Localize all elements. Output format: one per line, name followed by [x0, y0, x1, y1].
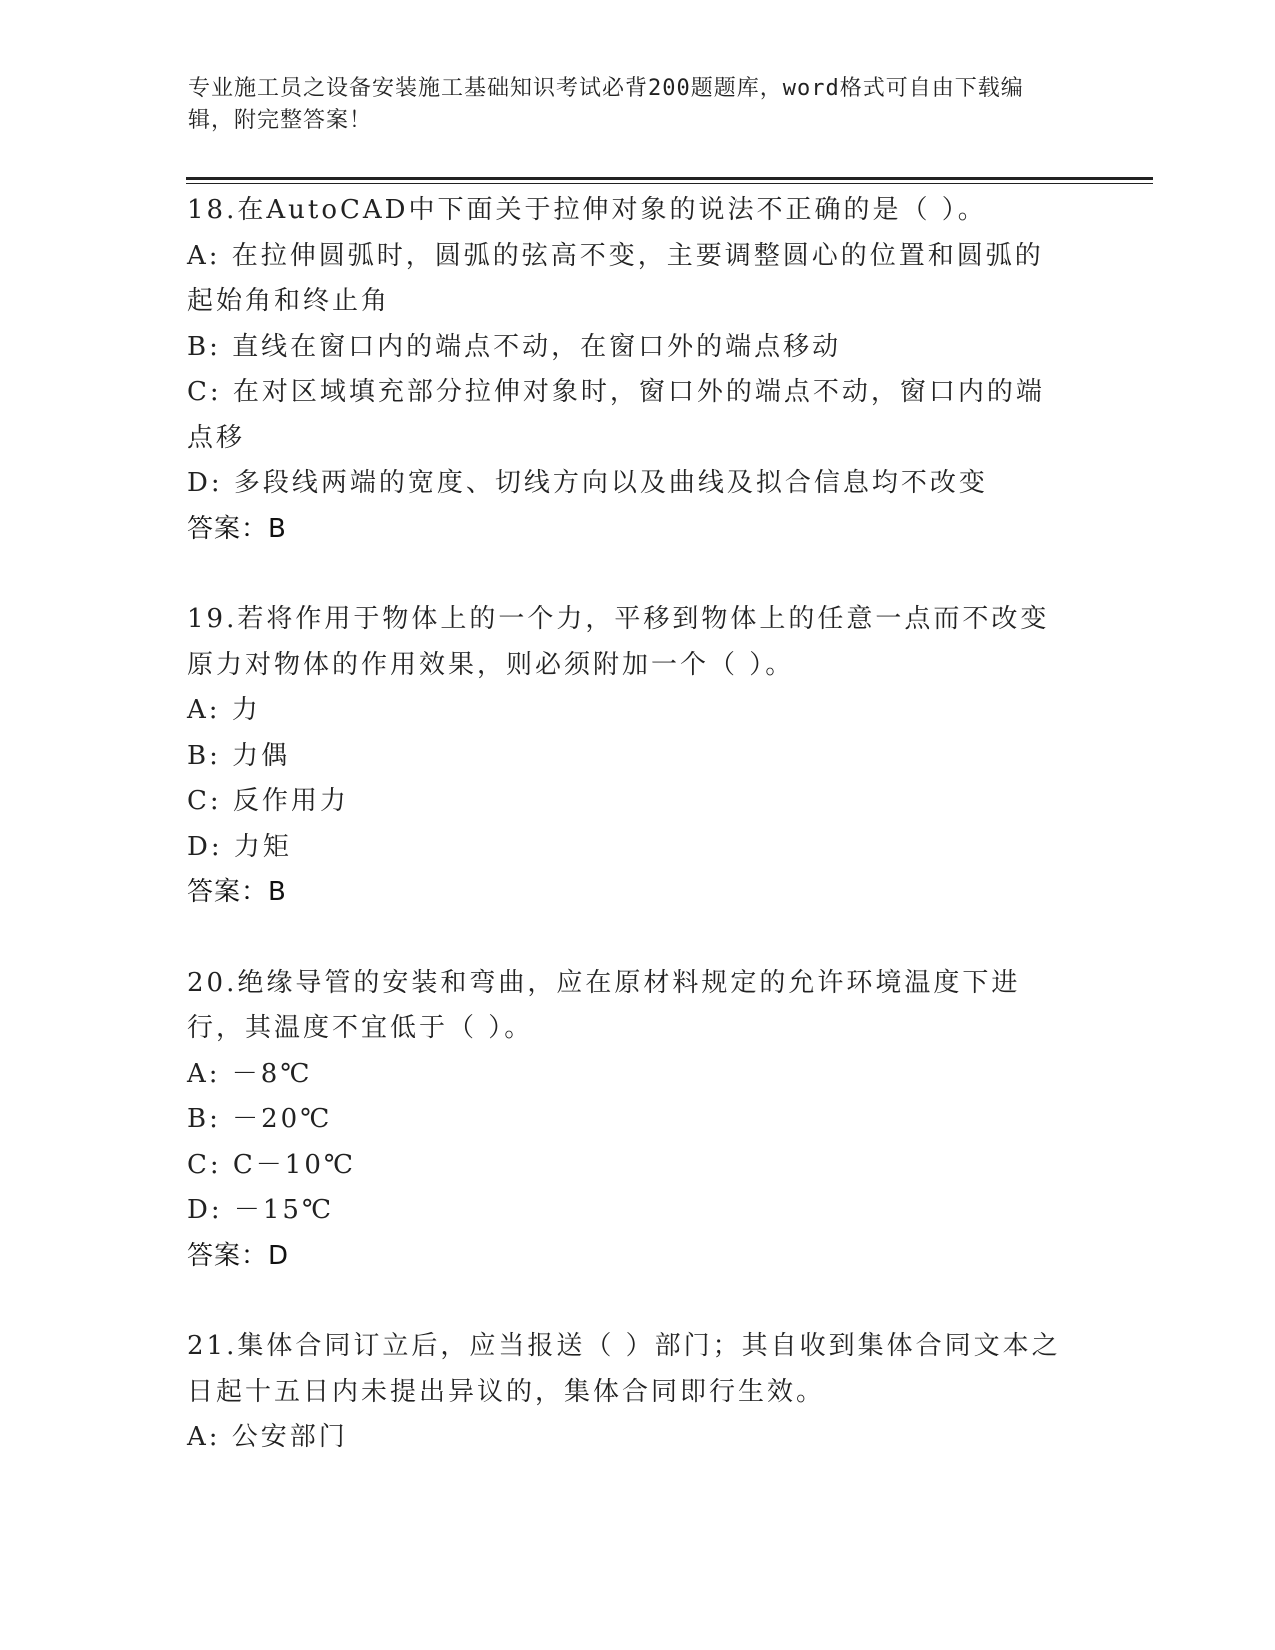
question-stem: 20.绝缘导管的安装和弯曲，应在原材料规定的允许环境温度下进行，其温度不宜低于（ ）。: [187, 967, 1021, 1043]
option-d: D: 多段线两端的宽度、切线方向以及曲线及拟合信息均不改变: [187, 468, 988, 498]
answer-label: 答案：B: [187, 513, 287, 544]
option-c: C: 反作用力: [187, 786, 349, 816]
option-b: B: 力偶: [187, 740, 291, 771]
option-d: D: －15℃: [187, 1195, 335, 1225]
option-a: A: 公安部门: [187, 1422, 348, 1452]
answer-label: 答案：B: [187, 877, 287, 907]
option-b: B: 直线在窗口内的端点不动，在窗口外的端点移动: [187, 331, 842, 362]
question-20: [187, 961, 1067, 1280]
question-stem: 19.若将作用于物体上的一个力，平移到物体上的任意一点而不改变原力对物体的作用效果，则必须附加一个（ ）。: [187, 604, 1050, 680]
document-header: 专业施工员之设备安装施工基础知识考试必背200题题库，word格式可自由下载编辑，附完整答案！: [188, 76, 1024, 133]
option-a: A: －8℃: [187, 1058, 313, 1089]
option-d: D: 力矩: [187, 831, 292, 862]
question-stem: 18.在AutoCAD中下面关于拉伸对象的说法不正确的是（ ）。: [187, 195, 987, 225]
option-a: A: 力: [187, 695, 261, 725]
answer-label: 答案：D: [187, 1240, 290, 1271]
question-18: [187, 188, 1067, 552]
header-divider-thick: [186, 177, 1153, 180]
header-divider-thin: [186, 183, 1153, 184]
option-a: A: 在拉伸圆弧时，圆弧的弦高不变，主要调整圆心的位置和圆弧的起始角和终止角: [187, 240, 1044, 316]
question-stem: 21.集体合同订立后，应当报送（ ）部门；其自收到集体合同文本之日起十五日内未提出异议的，集体合同即行生效。: [187, 1331, 1061, 1407]
option-b: B: －20℃: [187, 1104, 333, 1134]
question-21: [187, 1324, 1067, 1461]
option-c: C: 在对区域填充部分拉伸对象时，窗口外的端点不动，窗口内的端点移: [187, 377, 1045, 453]
option-c: C: C－10℃: [187, 1149, 356, 1180]
question-list: [187, 188, 1067, 1506]
question-19: [187, 597, 1067, 916]
